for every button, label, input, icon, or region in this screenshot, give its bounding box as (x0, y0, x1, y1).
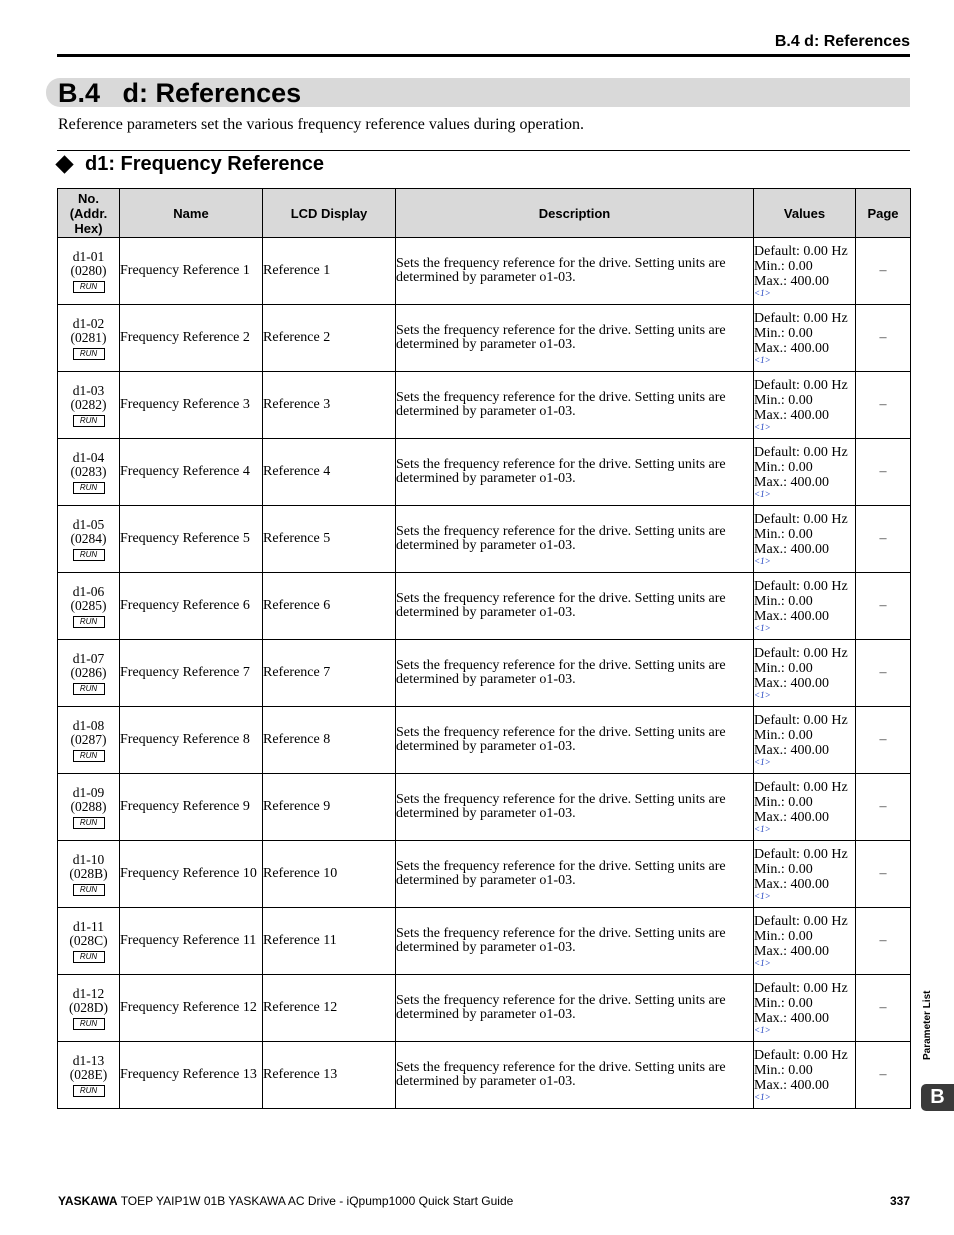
param-number: d1-08 (72, 717, 105, 733)
min-value: Min.: 0.00 (754, 594, 813, 609)
param-name: Frequency Reference 5 (120, 506, 263, 573)
param-values (754, 238, 856, 305)
parameter-table (57, 188, 911, 1109)
param-name: Frequency Reference 8 (120, 707, 263, 774)
col-header-page: Page (856, 189, 911, 238)
table-row (58, 506, 911, 573)
param-name: Frequency Reference 6 (120, 573, 263, 640)
min-value: Min.: 0.00 (754, 527, 813, 542)
param-values (754, 573, 856, 640)
param-number: d1-10 (72, 851, 105, 867)
footnote-link[interactable]: <1> (754, 422, 771, 432)
param-number-cell (58, 640, 120, 707)
min-value: Min.: 0.00 (754, 259, 813, 274)
default-value: Default: 0.00 Hz (754, 579, 848, 594)
param-description: Sets the frequency reference for the drive. Setting units are determined by parameter o1-03. (396, 841, 754, 908)
lcd-display: Reference 8 (263, 707, 396, 774)
col-header-name: Name (120, 189, 263, 238)
param-number: d1-12 (72, 985, 105, 1001)
page-ref: – (856, 975, 911, 1042)
max-value: Max.: 400.00 (754, 810, 830, 825)
param-description: Sets the frequency reference for the drive. Setting units are determined by parameter o1-03. (396, 774, 754, 841)
default-value: Default: 0.00 Hz (754, 512, 848, 527)
param-values (754, 841, 856, 908)
param-name: Frequency Reference 13 (120, 1042, 263, 1109)
lcd-display: Reference 4 (263, 439, 396, 506)
run-badge: RUN (73, 750, 105, 762)
param-number: d1-05 (72, 516, 105, 532)
page-number: 337 (889, 1194, 910, 1208)
lcd-display: Reference 5 (263, 506, 396, 573)
param-address: (028D) (69, 999, 108, 1015)
footnote-link[interactable]: <1> (754, 288, 771, 298)
min-value: Min.: 0.00 (754, 929, 813, 944)
param-address: (0288) (70, 798, 107, 814)
param-values (754, 506, 856, 573)
footer-doc-title: TOEP YAIP1W 01B YASKAWA AC Drive - iQpump1000 Quick Start Guide (117, 1194, 514, 1208)
min-value: Min.: 0.00 (754, 460, 813, 475)
param-number-cell (58, 238, 120, 305)
param-values (754, 707, 856, 774)
footnote-link[interactable]: <1> (754, 1092, 771, 1102)
page-ref: – (856, 573, 911, 640)
param-name: Frequency Reference 12 (120, 975, 263, 1042)
param-address: (0287) (70, 731, 107, 747)
table-header-row (58, 189, 911, 238)
param-address: (028C) (69, 932, 108, 948)
default-value: Default: 0.00 Hz (754, 445, 848, 460)
default-value: Default: 0.00 Hz (754, 780, 848, 795)
header-rule (57, 54, 910, 57)
footnote-link[interactable]: <1> (754, 958, 771, 968)
param-name: Frequency Reference 2 (120, 305, 263, 372)
footnote-link[interactable]: <1> (754, 355, 771, 365)
param-number-cell (58, 841, 120, 908)
col-header-lcd: LCD Display (263, 189, 396, 238)
run-badge: RUN (73, 281, 105, 293)
intro-paragraph: Reference parameters set the various frequency reference values during operation. (58, 116, 584, 133)
side-tab-letter: B (921, 1084, 954, 1111)
footnote-link[interactable]: <1> (754, 757, 771, 767)
lcd-display: Reference 2 (263, 305, 396, 372)
lcd-display: Reference 10 (263, 841, 396, 908)
page-ref: – (856, 774, 911, 841)
page-ref: – (856, 506, 911, 573)
param-number-cell (58, 506, 120, 573)
page-ref: – (856, 707, 911, 774)
param-number: d1-04 (72, 449, 105, 465)
max-value: Max.: 400.00 (754, 1078, 830, 1093)
run-badge: RUN (73, 817, 105, 829)
min-value: Min.: 0.00 (754, 1063, 813, 1078)
footnote-link[interactable]: <1> (754, 690, 771, 700)
param-number-cell (58, 707, 120, 774)
param-description: Sets the frequency reference for the drive. Setting units are determined by parameter o1-03. (396, 640, 754, 707)
max-value: Max.: 400.00 (754, 743, 830, 758)
param-address: (0286) (70, 664, 107, 680)
run-badge: RUN (73, 951, 105, 963)
table-row (58, 573, 911, 640)
param-address: (0282) (70, 396, 107, 412)
param-name: Frequency Reference 11 (120, 908, 263, 975)
param-values (754, 305, 856, 372)
footnote-link[interactable]: <1> (754, 891, 771, 901)
param-address: (0285) (70, 597, 107, 613)
param-description: Sets the frequency reference for the drive. Setting units are determined by parameter o1-03. (396, 439, 754, 506)
lcd-display: Reference 12 (263, 975, 396, 1042)
min-value: Min.: 0.00 (754, 326, 813, 341)
footnote-link[interactable]: <1> (754, 556, 771, 566)
footnote-link[interactable]: <1> (754, 1025, 771, 1035)
param-address: (028B) (69, 865, 108, 881)
param-address: (028E) (69, 1066, 108, 1082)
run-badge: RUN (73, 1085, 105, 1097)
max-value: Max.: 400.00 (754, 341, 830, 356)
page-ref: – (856, 1042, 911, 1109)
min-value: Min.: 0.00 (754, 728, 813, 743)
run-badge: RUN (73, 415, 105, 427)
param-name: Frequency Reference 9 (120, 774, 263, 841)
max-value: Max.: 400.00 (754, 1011, 830, 1026)
run-badge: RUN (73, 482, 105, 494)
lcd-display: Reference 3 (263, 372, 396, 439)
param-description: Sets the frequency reference for the drive. Setting units are determined by parameter o1-03. (396, 506, 754, 573)
diamond-bullet-icon (55, 155, 73, 173)
param-number-cell (58, 975, 120, 1042)
param-number: d1-09 (72, 784, 105, 800)
subsection-title: d1: Frequency Reference (85, 153, 324, 175)
lcd-display: Reference 9 (263, 774, 396, 841)
param-values (754, 908, 856, 975)
param-address: (0280) (70, 262, 107, 278)
page-ref: – (856, 439, 911, 506)
default-value: Default: 0.00 Hz (754, 244, 848, 259)
running-header: B.4 d: References (774, 33, 910, 50)
param-number-cell (58, 573, 120, 640)
param-number-cell (58, 1042, 120, 1109)
run-badge: RUN (73, 616, 105, 628)
run-badge: RUN (73, 884, 105, 896)
param-number: d1-11 (73, 918, 104, 934)
run-badge: RUN (73, 549, 105, 561)
param-values (754, 975, 856, 1042)
default-value: Default: 0.00 Hz (754, 914, 848, 929)
section-title (58, 77, 301, 109)
param-values (754, 1042, 856, 1109)
table-row (58, 238, 911, 305)
lcd-display: Reference 11 (263, 908, 396, 975)
footnote-link[interactable]: <1> (754, 489, 771, 499)
param-description: Sets the frequency reference for the drive. Setting units are determined by parameter o1-03. (396, 305, 754, 372)
param-values (754, 774, 856, 841)
param-name: Frequency Reference 3 (120, 372, 263, 439)
run-badge: RUN (73, 348, 105, 360)
param-values (754, 439, 856, 506)
param-number: d1-03 (72, 382, 105, 398)
param-name: Frequency Reference 1 (120, 238, 263, 305)
section-name: d: References (122, 78, 302, 108)
lcd-display: Reference 13 (263, 1042, 396, 1109)
table-row (58, 640, 911, 707)
param-description: Sets the frequency reference for the drive. Setting units are determined by parameter o1-03. (396, 573, 754, 640)
run-badge: RUN (73, 1018, 105, 1030)
subsection-rule (57, 150, 910, 151)
table-row (58, 707, 911, 774)
default-value: Default: 0.00 Hz (754, 311, 848, 326)
page-ref: – (856, 640, 911, 707)
param-description: Sets the frequency reference for the drive. Setting units are determined by parameter o1-03. (396, 238, 754, 305)
min-value: Min.: 0.00 (754, 795, 813, 810)
min-value: Min.: 0.00 (754, 996, 813, 1011)
lcd-display: Reference 7 (263, 640, 396, 707)
param-name: Frequency Reference 10 (120, 841, 263, 908)
default-value: Default: 0.00 Hz (754, 646, 848, 661)
param-number-cell (58, 774, 120, 841)
default-value: Default: 0.00 Hz (754, 378, 848, 393)
param-number-cell (58, 372, 120, 439)
max-value: Max.: 400.00 (754, 877, 830, 892)
param-values (754, 640, 856, 707)
footnote-link[interactable]: <1> (754, 824, 771, 834)
lcd-display: Reference 1 (263, 238, 396, 305)
param-description: Sets the frequency reference for the drive. Setting units are determined by parameter o1-03. (396, 975, 754, 1042)
run-badge: RUN (73, 683, 105, 695)
param-number: d1-13 (72, 1052, 105, 1068)
param-address: (0284) (70, 530, 107, 546)
max-value: Max.: 400.00 (754, 944, 830, 959)
footnote-link[interactable]: <1> (754, 623, 771, 633)
default-value: Default: 0.00 Hz (754, 713, 848, 728)
default-value: Default: 0.00 Hz (754, 847, 848, 862)
table-row (58, 841, 911, 908)
max-value: Max.: 400.00 (754, 542, 830, 557)
col-header-values: Values (754, 189, 856, 238)
table-row (58, 975, 911, 1042)
param-description: Sets the frequency reference for the drive. Setting units are determined by parameter o1-03. (396, 1042, 754, 1109)
param-number-cell (58, 908, 120, 975)
max-value: Max.: 400.00 (754, 609, 830, 624)
page-ref: – (856, 841, 911, 908)
param-number: d1-06 (72, 583, 105, 599)
footer-text (58, 1194, 513, 1208)
table-row (58, 1042, 911, 1109)
param-values (754, 372, 856, 439)
page-ref: – (856, 238, 911, 305)
param-description: Sets the frequency reference for the drive. Setting units are determined by parameter o1-03. (396, 372, 754, 439)
param-description: Sets the frequency reference for the drive. Setting units are determined by parameter o1-03. (396, 908, 754, 975)
max-value: Max.: 400.00 (754, 274, 830, 289)
col-header-no: No. (Addr. Hex) (58, 189, 120, 238)
lcd-display: Reference 6 (263, 573, 396, 640)
table-row (58, 908, 911, 975)
param-address: (0281) (70, 329, 107, 345)
param-name: Frequency Reference 4 (120, 439, 263, 506)
page-ref: – (856, 908, 911, 975)
param-description: Sets the frequency reference for the drive. Setting units are determined by parameter o1-03. (396, 707, 754, 774)
page-ref: – (856, 305, 911, 372)
min-value: Min.: 0.00 (754, 862, 813, 877)
param-address: (0283) (70, 463, 107, 479)
max-value: Max.: 400.00 (754, 475, 830, 490)
min-value: Min.: 0.00 (754, 661, 813, 676)
col-header-description: Description (396, 189, 754, 238)
table-row (58, 372, 911, 439)
param-number: d1-02 (72, 315, 105, 331)
param-name: Frequency Reference 7 (120, 640, 263, 707)
param-number-cell (58, 439, 120, 506)
table-row (58, 439, 911, 506)
param-number: d1-01 (72, 248, 105, 264)
default-value: Default: 0.00 Hz (754, 1048, 848, 1063)
footer-brand: YASKAWA (58, 1194, 118, 1208)
max-value: Max.: 400.00 (754, 676, 830, 691)
param-number: d1-07 (72, 650, 105, 666)
min-value: Min.: 0.00 (754, 393, 813, 408)
side-tab-label: Parameter List (922, 990, 933, 1060)
section-number: B.4 (58, 78, 101, 108)
max-value: Max.: 400.00 (754, 408, 830, 423)
default-value: Default: 0.00 Hz (754, 981, 848, 996)
table-row (58, 305, 911, 372)
table-row (58, 774, 911, 841)
param-number-cell (58, 305, 120, 372)
page-ref: – (856, 372, 911, 439)
